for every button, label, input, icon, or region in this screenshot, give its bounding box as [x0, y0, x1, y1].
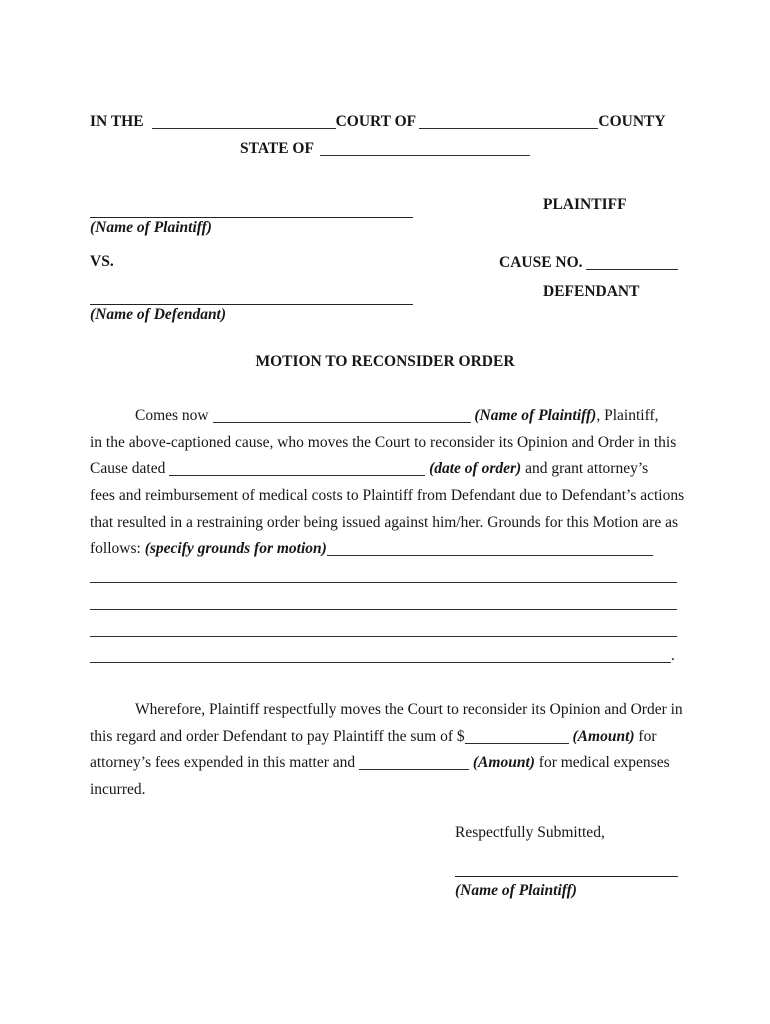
vs-cause-row [90, 252, 680, 274]
grounds-line-2 [90, 590, 680, 617]
attorney-fees-text: attorney’s fees expended in this matter and [90, 754, 356, 772]
wherefore-line-1: Wherefore, Plaintiff respectfully moves the Court to reconsider its Opinion and Order in [135, 700, 683, 718]
amount-blank-medical[interactable] [359, 756, 469, 770]
sum-of-text: this regard and order Defendant to pay Plaintiff the sum of $ [90, 727, 465, 745]
wherefore-line-2 [90, 724, 680, 751]
plaintiff-label: PLAINTIFF [543, 196, 627, 213]
parties-caption [90, 196, 680, 325]
plaintiff-row [90, 196, 680, 218]
cause-no-group [499, 253, 678, 273]
comes-now-text: Comes now [135, 407, 209, 424]
grounds-period: . [671, 647, 675, 665]
amount-hint-medical: (Amount) [472, 754, 535, 772]
plaintiff-name-hint: (Name of Plaintiff) [90, 219, 212, 236]
cause-dated-text: Cause dated [90, 460, 166, 478]
plaintiff-name-inline-blank[interactable] [213, 409, 471, 423]
court-header [0, 0, 770, 162]
for-text: for [638, 727, 657, 745]
plaintiff-text: , Plaintiff, [596, 407, 659, 424]
name-of-plaintiff-hint: (Name of Plaintiff) [474, 407, 597, 424]
wherefore-paragraph [90, 697, 683, 804]
body-line-6 [90, 536, 680, 563]
grounds-line-1 [90, 563, 680, 590]
court-name-blank[interactable] [152, 115, 336, 129]
court-of-label: COURT OF [335, 113, 416, 130]
medical-expenses-text: for medical expenses [538, 754, 670, 772]
wherefore-line-3 [90, 750, 680, 777]
signature-name-hint: (Name of Plaintiff) [455, 881, 577, 899]
body-line-3 [90, 456, 680, 483]
wherefore-line-4: incurred. [90, 780, 146, 798]
body-line-5: that resulted in a restraining order being issued against him/her. Grounds for this Motion are as [90, 513, 679, 531]
defendant-row [90, 283, 680, 305]
body-line-2: in the above-captioned cause, who moves the Court to reconsider its Opinion and Order in this [90, 433, 677, 451]
court-header-line1 [90, 108, 680, 135]
date-of-order-hint: (date of order) [429, 460, 522, 478]
state-of-label: STATE OF [240, 140, 314, 157]
county-label: COUNTY [598, 113, 666, 130]
grounds-line-4 [90, 643, 680, 670]
defendant-name-blank[interactable] [90, 283, 413, 305]
grounds-blank-4[interactable] [90, 649, 671, 663]
follows-text: follows: [90, 540, 141, 558]
document-title: MOTION TO RECONSIDER ORDER [255, 353, 515, 370]
closing-block [455, 819, 680, 904]
motion-body-paragraph [90, 403, 685, 670]
defendant-label: DEFENDANT [543, 283, 640, 300]
specify-grounds-hint: (specify grounds for motion) [144, 540, 327, 558]
order-date-blank[interactable] [169, 462, 425, 476]
in-the-label: IN THE [90, 113, 144, 130]
signature-line-blank[interactable] [455, 866, 678, 877]
cause-no-blank[interactable] [586, 256, 678, 270]
vs-label: VS. [90, 253, 114, 270]
cause-no-label: CAUSE NO. [499, 254, 583, 271]
grounds-blank-1[interactable] [90, 569, 677, 583]
grounds-blank-2[interactable] [90, 596, 677, 610]
amount-hint-attorney: (Amount) [572, 727, 635, 745]
defendant-name-hint: (Name of Defendant) [90, 306, 227, 323]
body-line-4: fees and reimbursement of medical costs to Plaintiff from Defendant due to Defendant’s actions [90, 487, 685, 505]
court-header-line2 [90, 135, 680, 162]
grant-fees-text: and grant attorney’s [525, 460, 649, 478]
respectfully-submitted: Respectfully Submitted, [455, 823, 605, 841]
amount-blank-attorney[interactable] [465, 730, 569, 744]
plaintiff-name-blank[interactable] [90, 196, 413, 218]
state-name-blank[interactable] [320, 142, 530, 156]
body-line-1 [90, 403, 680, 430]
county-name-blank[interactable] [419, 115, 598, 129]
grounds-blank-start[interactable] [327, 542, 653, 556]
grounds-blank-3[interactable] [90, 623, 677, 637]
grounds-line-3 [90, 617, 680, 644]
